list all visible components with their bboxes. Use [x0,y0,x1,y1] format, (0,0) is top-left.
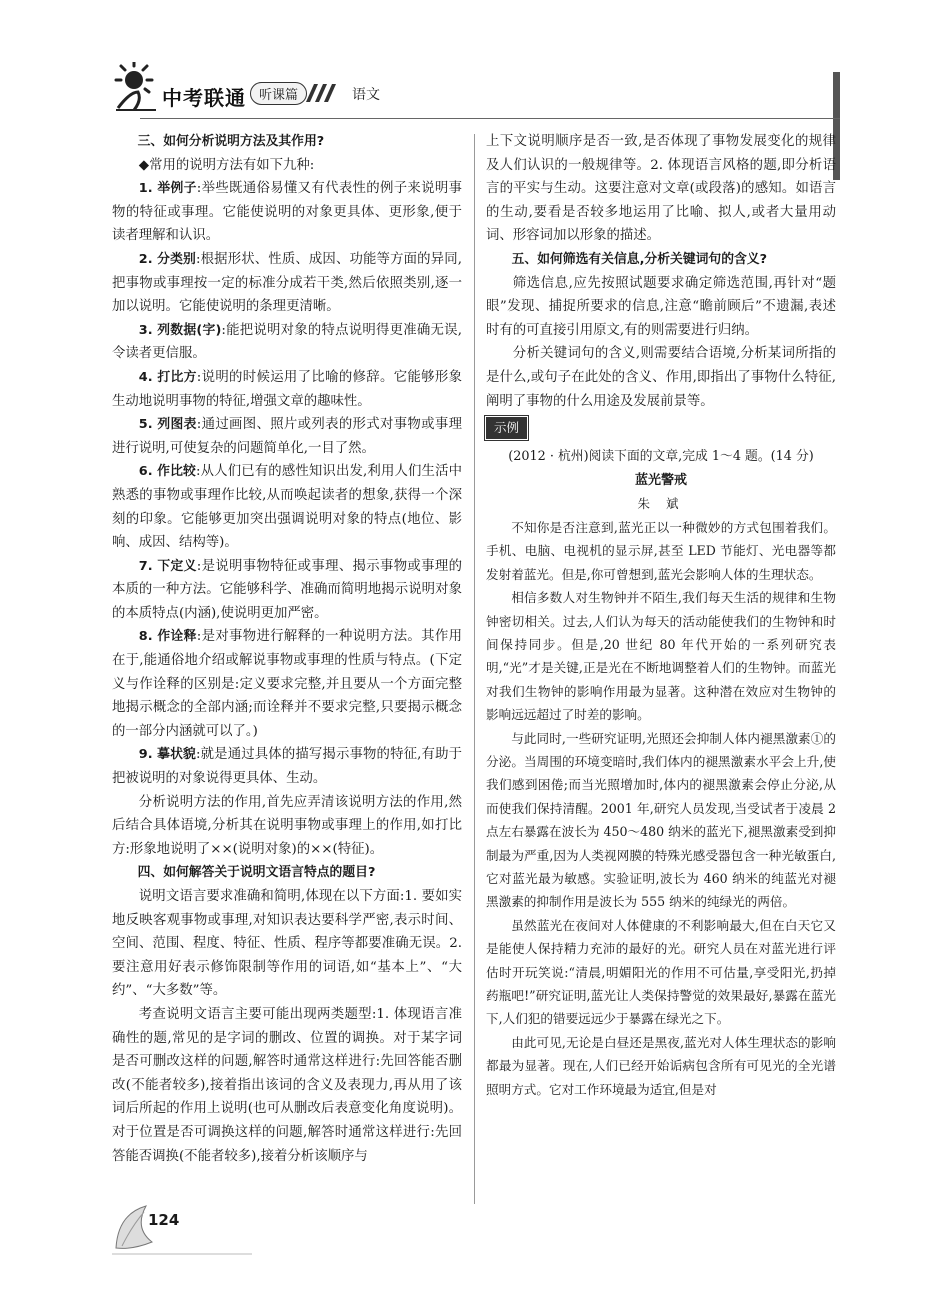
method-label: 6. 作比较 [138,464,196,480]
method-text: :根据形状、性质、成因、功能等方面的异同,把事物或事理按一定的标准分成若干类,然后依照类别,逐一加以说明。它能使说明的条理更清晰。 [112,251,462,315]
article-title: 蓝光警戒 [634,472,687,488]
method-text: :是对事物进行解释的一种说明方法。其作用在于,能通俗地介绍或解说事物或事理的性质与特点。(下定义与作诠释的区别是:定义要求完整,并且要从一个方面完整地揭示概念的全部内涵;而诠释并不要求完整,只要揭示概念的一部分内涵就可以了。) [112,629,462,739]
method-label: 7. 下定义 [138,558,197,574]
column-divider [474,134,475,1204]
exercise-source: (2012 · 杭州)阅读下面的文章,完成 1～4 题。(14 分) [508,449,814,465]
method-text: :能把说明对象的特点说明得更准确无误,令读者更信服。 [112,322,462,362]
continued-paragraph: 上下文说明顺序是否一致,是否体现了事物发展变化的规律及人们认识的一般规律等。2. 体现语言风格的题,即分析语言的平实与生动。这要注意对文章(或段落)的感知。如语言的生动,要看是否较多地运用了比喻、拟人,或者大量用动词、形容词加以形象的描述。 [486,134,836,244]
article-paragraph: 不知你是否注意到,蓝光正以一种微妙的方式包围着我们。手机、电脑、电视机的显示屏,甚至 LED 节能灯、光电器等都发射着蓝光。但是,你可曾想到,蓝光会影响人体的生理状态。 [486,519,836,582]
method-item [112,625,462,743]
section-heading-5: 五、如何筛选有关信息,分析关键词句的含义? [511,251,768,267]
page-header [100,62,840,120]
leaf-decoration-icon [112,1198,252,1258]
section-heading-3: 三、如何分析说明方法及其作用? [137,134,325,149]
method-label: 4. 打比方 [138,369,197,385]
method-text: :就是通过具体的描写揭示事物的特征,有助于把被说明的对象说得更具体、生动。 [112,747,462,787]
article-paragraph: 虽然蓝光在夜间对人体健康的不利影响最大,但在白天它又是能使人保持精力充沛的最好的光。研究人员在对蓝光进行评估时开玩笑说:“清晨,明媚阳光的作用不可估量,享受阳光,扔掉药瓶吧!”研究证明,蓝光让人类保持警觉的效果最好,暴露在蓝光下,人们犯的错要远远少于暴露在绿光之下。 [486,917,836,1027]
sun-person-logo-icon [112,62,160,112]
method-label: 1. 举例子 [138,181,197,197]
method-item [112,460,462,554]
method-label: 3. 列数据(字) [138,322,222,338]
method-label: 2. 分类别 [138,251,196,267]
method-text: :从人们已有的感性知识出发,利用人们生活中熟悉的事物或事理作比较,从而唤起读者的想象,获得一个深刻的印象。它能够更加突出强调说明对象的特点(地位、影响、成因、结构等)。 [112,464,462,551]
article-paragraph: 相信多数人对生物钟并不陌生,我们每天生活的规律和生物钟密切相关。过去,人们认为每天的活动能使我们的生物钟和时间保持同步。但是,20 世纪 80 年代开始的一系列研究表明,“光”才是关键,正是光在不断地调整着人们的生物钟。而蓝光对我们生物钟的影响作用最为显著。这种潜在效应对生物钟的影响远远超过了时差的影响。 [486,590,836,723]
info-paragraph-1: 筛选信息,应先按照试题要求确定筛选范围,再针对“题眼”发现、捕捉所要求的信息,注意“瞻前顾后”不遗漏,表述时有的可直接引用原文,有的则需要进行归纳。 [486,275,836,338]
header-rule [140,118,840,119]
right-column [486,130,836,1101]
article-body [486,516,836,1101]
method-text: :举些既通俗易懂又有代表性的例子来说明事物的特征或事理。它能使说明的对象更具体、更形象,便于读者理解和认识。 [112,181,462,244]
language-paragraph-2: 考查说明文语言主要可能出现两类题型:1. 体现语言准确性的题,常见的是字词的删改、位置的调换。对于某字词是否可删改这样的问题,解答时通常这样进行:先回答能否删改(不能者较多),接着指出该词的含义及表现力,再从用了该词后所起的作用上说明(也可从删改后表意变化角度说明)。对于位置是否可调换这样的问题,解答时通常这样进行:先回答能否调换(不能者较多),接着分析该顺序与 [112,1006,462,1164]
article-paragraph: 与此同时,一些研究证明,光照还会抑制人体内褪黑激素①的分泌。当周围的环境变暗时,我们体内的褪黑激素水平会上升,使我们感到困倦;而当光照增加时,体内的褪黑激素会停止分泌,从而使我们保持清醒。2001 年,研究人员发现,当受试者于凌晨 2 点左右暴露在波长为 450～480 纳米的蓝光下,褪黑激素受到抑制最为严重,因为人类视网膜的特殊光感受器包含一种光敏蛋白,它对蓝光最为敏感。实验证明,波长为 460 纳米的纯蓝光对褪黑激素的抑制作用是波长为 555 纳米的纯绿光的两倍。 [486,730,836,910]
method-label: 8. 作诠释 [138,629,197,645]
method-item [112,319,462,366]
language-paragraph-1: 说明文语言要求准确和简明,体现在以下方面:1. 要如实地反映客观事物或事理,对知识表达要科学严密,表示时间、空间、范围、程度、特征、性质、程序等都要准确无误。2. 要注意用好表示修饰限制等作用的词语,如“基本上”、“大约”、“大多数”等。 [112,889,462,999]
section-badge: 听课篇 [250,82,307,105]
info-paragraph-2: 分析关键词句的含义,则需要结合语境,分析某词所指的是什么,或句子在此处的含义、作用,即指出了事物什么特征,阐明了事物的什么用途及发展前景等。 [486,346,836,409]
method-item [112,177,462,248]
subject-label: 语文 [352,87,380,103]
article-author: 朱 斌 [637,496,685,512]
method-text: :说明的时候运用了比喻的修辞。它能够形象生动地说明事物的特征,增强文章的趣味性。 [112,369,462,409]
section-heading-4: 四、如何解答关于说明文语言特点的题目? [137,865,376,881]
analysis-paragraph: 分析说明方法的作用,首先应弄清该说明方法的作用,然后结合具体语境,分析其在说明事物或事理上的作用,如打比方:形象地说明了××(说明对象)的××(特征)。 [112,794,462,857]
method-item [112,555,462,626]
method-item [112,413,462,460]
left-column [112,130,462,1168]
method-item [112,366,462,413]
method-label: 9. 摹状貌 [138,747,196,763]
method-text: :通过画图、照片或列表的形式对事物或事理进行说明,可使复杂的问题简单化,一目了然。 [112,417,462,456]
slashes-decoration [306,84,338,102]
method-label: 5. 列图表 [138,417,197,433]
methods-intro: ◆常用的说明方法有如下九种: [138,157,315,173]
method-text: :是说明事物特征或事理、揭示事物或事理的本质的一种方法。它能够科学、准确而简明地揭示说明对象的本质特点(内涵),使说明更加严密。 [112,558,462,621]
example-tag: 示例 [486,417,527,439]
brand-title: 中考联通 [162,86,246,110]
page-number: 124 [148,1211,180,1229]
method-item [112,743,462,790]
article-paragraph: 由此可见,无论是白昼还是黑夜,蓝光对人体生理状态的影响都最为显著。现在,人们已经开始诟病包含所有可见光的全光谱照明方式。它对工作环境最为适宜,但是对 [486,1034,836,1097]
method-item [112,248,462,319]
